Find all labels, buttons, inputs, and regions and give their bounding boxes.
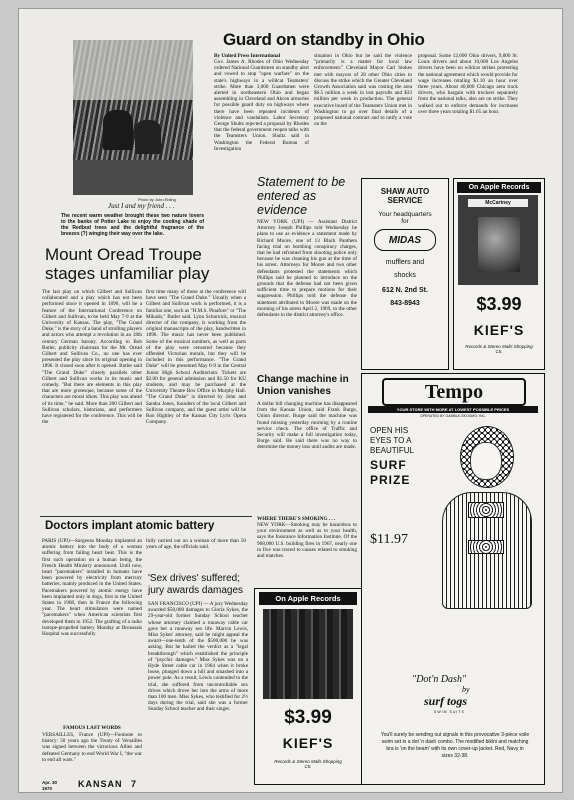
smoking-body: NEW YORK—Smoking may be hazardous to your environment as well as to your health, says the Insurance Information Institute. Of the 968,000 U.S. building fires in 1967, nearly one in five was traced to causes related to smoking and matches. xyxy=(257,522,357,560)
shaw-phone: 843-8943 xyxy=(390,300,420,307)
tempo-prize: PRIZE xyxy=(370,473,411,487)
apple-ad2-sub: Records & Stereo Malls Shopping Ctr. xyxy=(274,759,342,769)
shaw-line3: mufflers and xyxy=(385,259,425,266)
apple-ad1-store: KIEF'S xyxy=(473,322,525,338)
statement-body: NEW YORK (UPI) — Assistant District Attorney Joseph Phillips told Wednesday he plans to use as evidence a statement made by Richard Moore, one of 13 Black Panthers facing trial on bombing conspiracy charges, that he had refrained from shooting police only because he was cleaning his gun at the time of his arrest. Attorneys for Moore and two other defendants protested the statements which Phillips said he planned to introduce on the grounds that the defense had not been given sufficient time to prepare motions for their suppression. Phillips told the defense the statement attributed to Moore was made on the morning of his arrest April 2, 1969, to the other defendants in the district attorney's office. xyxy=(257,219,357,319)
footer-date-line2: 1970 xyxy=(42,786,53,791)
troupe-col1: The last play on which Gilbert and Sullivan collaborated and a play which has not been performed since it opened in 1896, will be a feature of the International Conference on Gilbert and Sullivan, to be held May 7-9 at the University of Kansas. The play, "The Grand Duke," is the story of a band of strolling players and actors who attempt a revolution in an 18th century German barony. According to Bob Butler, publicity chairman for the Mt. Oread Gilbert and Sullivan Co., no one has ever presented the play since its original opening in 1896. It closed soon after it opened. Butler said "The Grand Duke" closely parallels other Gilbert and Sullivan works in its music and comedy. "But there are elements in this play that are more grotesque, because some of the characters are moral idiots. This play was ahead of its time," he said. More than 200 Gilbert and Sullivan scholars, historians, and performers have registered for the conference. This will be the xyxy=(42,289,142,426)
model-illustration xyxy=(432,422,537,612)
apple-records-ad-1 xyxy=(453,178,545,370)
shaw-line4: shocks xyxy=(394,272,416,279)
tempo-copy: You'll surely be sending out signals in this provocative 3-piece voile swim set in a dot 'n dash combo. The modified bikini and matching bra is 'on the beam' with its own cover-up jacket. Red, Navy in sizes 32-38. xyxy=(380,732,530,759)
tempo-price: $11.97 xyxy=(370,532,408,547)
guard-col2: situation in Ohio but he said the violence "primarily is a matter for local law enforcement." Cleveland Mayor Carl Stokes met with mayors of 28 other Ohio cities to discuss the strike which the Greater Cleveland Growth Association said was costing the area $6.5 million a week in lost payrolls and $33 million per week in production. The general executive board of the Teamsters Union met in Washington to go over final details of a proposed national contract and to ratify a vote on the xyxy=(314,53,412,128)
lake-photo xyxy=(73,40,193,195)
tempo-script1: "Dot'n Dash" xyxy=(412,674,467,685)
troupe-col2: first time many of those at the conference will have seen "The Grand Duke." Usually when a Gilbert and Sullivan work is performed, it is a familiar one, such as "H.M.S. Pinafore" or "The Mikado," Butler said. Lynn Schornick, musical director of the company, is working from the original manuscripts of the play, handwritten in 1896. The music has never been published. Some of the musical numbers, as well as parts of the play were censored because they offended Victorian morals, but they will be included in this performance. "The Grand Duke" will be presented May 6-9 in the Central Junior High School Auditorium. Tickets are $2.00 for general admission and $1.50 for KU students, and may be purchased at the University Theatre Box Office in Murphy Hall. "The Grand Duke" is directed by John and Sandra Jones, founders of the local Gilbert and Sullivan company, and the guest artist will be Ron Highley of the Kansas City Lyric Opera Company. xyxy=(146,289,246,426)
tempo-operated: OPERATED BY GAMBLE-SKOGMO, INC. xyxy=(420,414,486,418)
surf-togs-logo: surf togs xyxy=(424,694,468,708)
machine-body: A dollar bill changing machine has disappeared from the Kansas Union, said Frank Burge, Union director. Burge said the machine was found missing yesterday morning by a routine service check. The office of Traffic and Security will make a full investigation today, Burge said. He said there was no way to determine the money loss until audits are made. xyxy=(257,401,357,451)
guard-col3: proposal. Some 12,600 Ohio drivers, 9,000 St. Louis drivers and about 10,000 Los Angeles drivers have been on wildcat strikes protesting the national agreement which would provide for wage increases totaling $1.10 an hour over three years. About 40,000 Chicago area truck drivers, who bargain with truckers separately from the national talks, also are on strike. They walked out to enforce demands for increases over three years totaling $1.65 an hour. xyxy=(418,53,518,115)
shaw-line2: for xyxy=(401,218,409,225)
shaw-address: 612 N. 2nd St. xyxy=(382,287,428,294)
doctors-col1: PARIS (UPI)—Surgeons Monday implanted an atomic battery into the body of a woman suffering from failing heart beat. This is the first such operation on a human being, the French Health Ministry announced. Until now, heart "pacemakers" installed in humans have been powered by electricity from mercury batteries, mainly produced in the United States. Pacemakers powered by atomic energy have been implanted only in dogs, first in the United States in 1968, then in France the following year. The heart stimulators were named "pacemakers" when American scientists first developed them in 1952. The grafting of a radio isotope-propelled battery Monday at Broussais Hospital was successfully xyxy=(42,538,142,638)
album-cover-photo xyxy=(263,609,353,699)
newspaper-page xyxy=(18,8,563,793)
apple-ad2-price: $3.99 xyxy=(284,707,332,728)
shaw-auto-ad xyxy=(361,178,449,370)
footer-page: 7 xyxy=(131,779,137,789)
tempo-tagline: YOUR STORE WITH MORE AT LOWEST POSSIBLE PRICES xyxy=(368,406,538,413)
tempo-ad xyxy=(361,373,545,785)
machine-headline: Change machine in Union vanishes xyxy=(257,374,349,397)
doctors-col2: fully carried out on a woman of more than 50 years of age, the officials said. xyxy=(146,538,246,551)
apple-ad2-title: On Apple Records xyxy=(259,592,357,605)
sex-headline: 'Sex drives' suffered; jury awards damages xyxy=(148,573,244,596)
footer-paper: KANSAN xyxy=(78,779,123,789)
doctors-headline: Doctors implant atomic battery xyxy=(45,520,215,532)
famous-body: VERSAILLES, France (UPI)—Footnote to history: 50 years ago the Treaty of Versailles was signed between the victorious Allies and defeated Germany to end World War I, "the war to end all wars." xyxy=(42,732,142,763)
apple-records-ad-2 xyxy=(254,588,362,785)
tempo-logo: Tempo xyxy=(382,378,526,406)
apple-ad1-sub: Records & Stereo Malls Shopping Ctr. xyxy=(465,344,533,354)
sex-body: SAN FRANCISCO (UPI) — A jury Wednesday awarded $50,000 damages to Gloria Sykes, the 29-year-old former Sunday School teacher whose attorney claimed a runaway cable car gave her a runaway sex life. Marvin Lewis, Miss Sykes' attorney, said he might appeal the award—one-tenth of the $500,000 he was asking. But he hailed the verdict as a "legal breakthrough" which established the principle of "psychic damages." Miss Sykes was on a Hyde Street cable car in 1964 when it broke loose, plunged down a hill and smashed into a power pole. As a result, Lewis contended to the trial, she suffered from uncontrollable sex drives which drove her into the arms of more than 100 men. Miss Sykes, who testified for 2½ days during the trial, said she was a former Sunday School teacher and their singer. xyxy=(148,601,248,713)
mccartney-album-cover: McCartney xyxy=(458,195,538,285)
footer-date-line1: Apr. 30 xyxy=(42,780,58,785)
midas-logo: MIDAS xyxy=(374,229,436,251)
tempo-open3: BEAUTIFUL xyxy=(370,446,415,455)
surf-togs-sub: SWIM SUITS xyxy=(434,710,465,714)
troupe-headline: Mount Oread Troupe stages unfamiliar play xyxy=(45,245,210,283)
apple-ad1-price: $3.99 xyxy=(476,294,522,314)
guard-col1: Gov. James A. Rhodes of Ohio Wednesday ordered National Guardsmen on standby alert and vowed to stop "open warfare" on the state's highways in a wildcat Teamsters' strike. More than 3,000 Guardsmen were alerted in northeastern Ohio and began assembling in Cleveland and Akron armories for possible guard duty on highways where there have been repeated incidents of violence and vandalism. Labor Secretary George Shultz rejected a proposal by Rhodes that the federal government reopen talks with the Teamsters Union. Shultz said in Washington the Federal Bureau of Investigation xyxy=(214,59,309,152)
tempo-script2: by xyxy=(462,685,470,694)
apple-ad2-store: KIEF'S xyxy=(282,735,334,751)
guard-headline: Guard on standby in Ohio xyxy=(223,30,425,49)
section-rule xyxy=(40,516,252,517)
apple-ad1-title: On Apple Records xyxy=(457,182,541,193)
smoking-lead: WHERE THERE'S SMOKING . . . xyxy=(257,516,336,522)
shaw-title: SHAW AUTO SERVICE xyxy=(380,187,430,205)
photo-caption: The recent warm weather brought these two nature lovers to the banks of Potter Lake to enjoy the cooling shade of the Redbud trees and the delightful fragrance of the breezes (?) winging their way over the lake. xyxy=(61,213,204,237)
photo-credit: Photo by John Ebling xyxy=(138,197,176,202)
statement-headline: Statement to be entered as evidence xyxy=(257,175,346,217)
tempo-open2: EYES TO A xyxy=(370,436,412,445)
famous-lead: FAMOUS LAST WORDS xyxy=(63,725,121,731)
tempo-surf: SURF xyxy=(370,458,407,472)
shaw-line1: Your headquarters xyxy=(378,211,432,218)
tempo-open1: OPEN HIS xyxy=(370,426,409,435)
photo-caption-title: Just I and my friend . . . xyxy=(108,202,175,210)
guard-byline: By United Press International xyxy=(214,53,281,59)
